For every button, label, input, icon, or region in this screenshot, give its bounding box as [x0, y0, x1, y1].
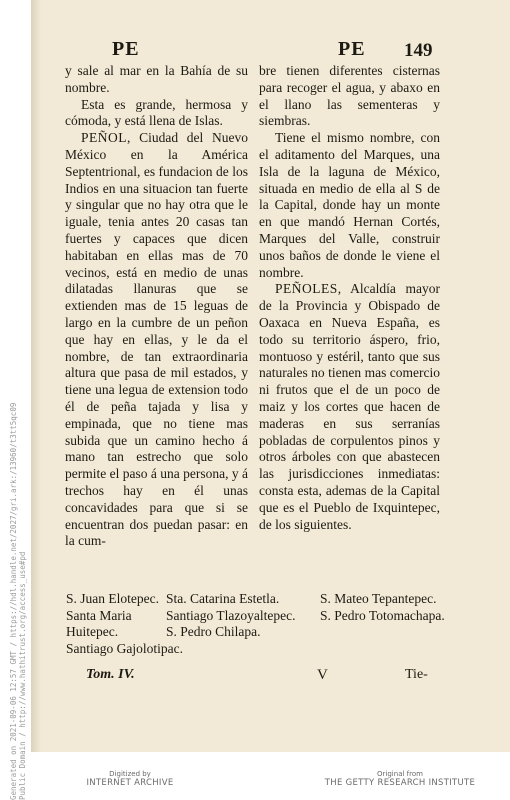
paragraph	[65, 97, 248, 131]
credit-name: THE GETTY RESEARCH INSTITUTE	[324, 778, 476, 788]
entry-penoles	[259, 281, 440, 533]
paragraph	[259, 63, 440, 130]
town-item: S. Pedro Totomachapa.	[320, 607, 445, 623]
running-head-left: PE	[112, 38, 140, 60]
signature-mark: Tom. IV.	[86, 667, 135, 682]
credit-caption: Digitized by	[109, 770, 151, 778]
paragraph-text: Tiene el mismo nombre, con el aditamento del Marques, una Isla de la laguna de México, situada en medio de ella al S de la Capital, donde hay un monte en que mandó Hernan Cortés, Marques del Valle, construir unos baños de donde le viene el nombre.	[259, 130, 440, 280]
right-column	[259, 63, 440, 533]
entry-penol	[65, 130, 248, 550]
paragraph	[259, 130, 440, 281]
town-item: Sta. Catarina Estetla.	[166, 591, 280, 606]
town-list-col2	[166, 591, 321, 641]
paragraph-text: y sale al mar en la Bahía de su nombre.	[65, 63, 248, 95]
credit-caption: Original from	[377, 770, 423, 778]
town-item: Santiago Tlazoyaltepec.	[166, 607, 296, 623]
town-item: S. Pedro Chilapa.	[166, 624, 261, 639]
paragraph	[65, 63, 248, 97]
town-item: S. Mateo Tepantepec.	[320, 591, 437, 606]
town-item: Santa Maria Huitepec.	[66, 607, 132, 639]
page-number: 149	[404, 40, 433, 61]
credit-name: INTERNET ARCHIVE	[86, 778, 174, 788]
catchword: Tie-	[405, 667, 428, 682]
headword: PEÑOLES	[275, 281, 338, 297]
source-credit	[300, 770, 500, 788]
entry-text: , Ciudad del Nuevo México en la América Septentrional, es fundacion de los Indios en una situacion tan fuerte y singular que no hay otra que le iguale, tenia antes 20 casas tan fuertes y capaces que dicen habitaban en ellas mas de 70 vecinos, está en medio de unas dilatadas llanuras que se extienden mas de 15 leguas de largo en la cumbre de un peñon que hay en ellas, y le da el nombre, de tan extraordinaria altura que pasa de mil estados, y tiene una legua de extension todo él de peña tajada y lisa y empinada, que no tiene mas subida que un camino hecho á mano tan estrecho que solo permite el paso á una persona, y á trechos hay en él unas concavidades para que si se encuentran dos puedan pasar: en la cum-	[65, 130, 248, 549]
provenance-line: Generated on 2021-09-06 12:57 GMT / https://hdl.handle.net/2027/gri.ark:/13960/t3tt5qc09	[9, 402, 18, 800]
paragraph-text: Esta es grande, hermosa y cómoda, y está llena de Islas.	[65, 96, 248, 129]
left-column	[65, 63, 248, 550]
provenance-sidebar	[2, 40, 26, 800]
town-item: S. Juan Elotepec.	[66, 591, 159, 606]
digitizer-credit	[70, 770, 190, 788]
provenance-line: Public Domain / http://www.hathitrust.org/access_use#pd	[18, 551, 27, 800]
entry-text: , Alcaldía mayor de la Provincia y Obispado de Oaxaca en Nueva España, es todo su territorio áspero, frio, montuoso y estéril, tanto que sus naturales no tienen mas comercio ni frutos que el de un poco de maiz y los cortes que hacen de maderas en sus serranías pobladas de corpulentos pinos y otros árboles con que abastecen las jurisdicciones inmediatas: consta esta, ademas de la Capital que es el Pueblo de Ixquintepec, de los siguientes.	[259, 281, 440, 532]
paragraph-text: bre tienen diferentes cisternas para recoger el agua, y abaxo en el llano las sementeras y siembras.	[259, 63, 440, 129]
headword: PEÑOL	[81, 130, 127, 146]
gathering-mark: V	[317, 667, 328, 683]
town-list-col3	[320, 591, 445, 624]
town-item: Santiago Gajolotipac.	[66, 640, 183, 656]
running-head-right: PE	[338, 38, 366, 60]
